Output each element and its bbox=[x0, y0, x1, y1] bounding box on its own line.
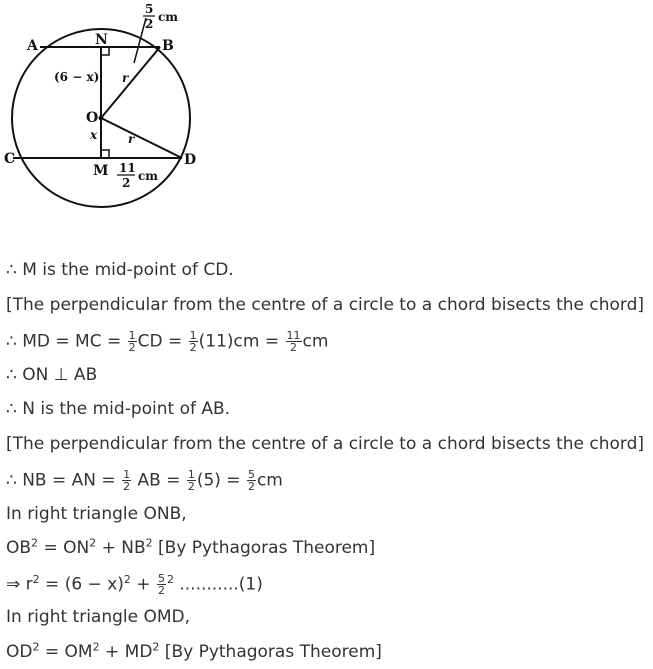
fraction: $\frac{1}{2}$ bbox=[189, 329, 197, 354]
line-1: ∴ M is the mid-point of CD. bbox=[6, 260, 234, 280]
label-r-od: r bbox=[128, 132, 135, 146]
label-x: x bbox=[90, 128, 98, 142]
superscript: 2 bbox=[145, 536, 153, 550]
line-11: In right triangle OMD, bbox=[6, 607, 191, 627]
l7-b: AB = bbox=[132, 470, 186, 491]
label-c: C bbox=[4, 151, 16, 167]
l7-d: cm bbox=[256, 470, 283, 491]
label-ab-unit: cm bbox=[158, 10, 179, 24]
label-cd-den: 2 bbox=[122, 176, 131, 190]
l12-d: [By Pythagoras Theorem] bbox=[159, 642, 382, 662]
l9-a: OB bbox=[6, 538, 32, 558]
label-a: A bbox=[27, 38, 38, 54]
fraction: $\frac{5}{2}$ bbox=[157, 572, 165, 597]
center-point bbox=[99, 116, 104, 121]
l3-a: ∴ MD = MC = bbox=[6, 331, 127, 352]
l9-c: + NB bbox=[96, 538, 146, 558]
l12-a: OD bbox=[6, 642, 33, 662]
line-9 bbox=[6, 538, 375, 558]
superscript: 2 bbox=[123, 572, 131, 586]
l12-b: = OM bbox=[39, 642, 93, 662]
fraction: $\frac{1}{2}$ bbox=[123, 468, 131, 493]
line-5: ∴ N is the mid-point of AB. bbox=[6, 399, 231, 419]
label-m: M bbox=[93, 163, 109, 179]
radius-ob bbox=[101, 47, 160, 118]
superscript: 2 bbox=[152, 640, 160, 654]
superscript: 2 bbox=[92, 640, 100, 654]
label-six-minus-x: (6 − x) bbox=[54, 70, 100, 84]
fraction: $\frac{11}{2}$ bbox=[286, 329, 301, 354]
label-n: N bbox=[95, 32, 108, 48]
label-cd-unit: cm bbox=[138, 169, 159, 183]
superscript: 2 bbox=[89, 536, 97, 550]
l3-c: (11)cm = bbox=[198, 331, 285, 352]
line-10 bbox=[6, 573, 263, 596]
label-ab-num: 5 bbox=[145, 2, 154, 16]
l10-b: = (6 − x) bbox=[39, 574, 124, 595]
label-o: O bbox=[86, 110, 99, 126]
line-7 bbox=[6, 469, 283, 492]
l9-d: [By Pythagoras Theorem] bbox=[152, 538, 376, 558]
line-8: In right triangle ONB, bbox=[6, 504, 187, 524]
superscript: 2 bbox=[31, 536, 39, 550]
right-angle-n bbox=[101, 47, 109, 55]
fraction: $\frac{1}{2}$ bbox=[187, 468, 195, 493]
label-cd-num: 11 bbox=[119, 161, 136, 175]
superscript: 2 bbox=[32, 572, 40, 586]
line-6: [The perpendicular from the centre of a circle to a chord bisects the chord] bbox=[6, 434, 645, 454]
l3-d: cm bbox=[302, 331, 329, 352]
fraction: $\frac{5}{2}$ bbox=[247, 468, 255, 493]
l10-c: + bbox=[130, 574, 156, 595]
line-3 bbox=[6, 330, 328, 353]
fraction: $\frac{1}{2}$ bbox=[128, 329, 136, 354]
l7-a: ∴ NB = AN = bbox=[6, 470, 122, 491]
line-12 bbox=[6, 642, 382, 662]
l12-c: + MD bbox=[99, 642, 153, 662]
superscript: 2 bbox=[166, 572, 174, 586]
l7-c: (5) = bbox=[196, 470, 246, 491]
circle-chord-diagram bbox=[0, 0, 240, 235]
radius-od bbox=[101, 118, 182, 158]
right-angle-m bbox=[101, 150, 109, 158]
line-4: ∴ ON ⊥ AB bbox=[6, 365, 98, 385]
l9-b: = ON bbox=[38, 538, 90, 558]
label-r-ob: r bbox=[122, 71, 129, 85]
l3-b: CD = bbox=[137, 331, 188, 352]
label-b: B bbox=[162, 38, 174, 54]
label-d: D bbox=[184, 152, 197, 168]
label-ab-den: 2 bbox=[145, 17, 154, 31]
l10-d: ...........(1) bbox=[173, 574, 263, 595]
line-2: [The perpendicular from the centre of a circle to a chord bisects the chord] bbox=[6, 295, 645, 315]
superscript: 2 bbox=[32, 640, 40, 654]
l10-a: ⇒ r bbox=[6, 574, 33, 595]
